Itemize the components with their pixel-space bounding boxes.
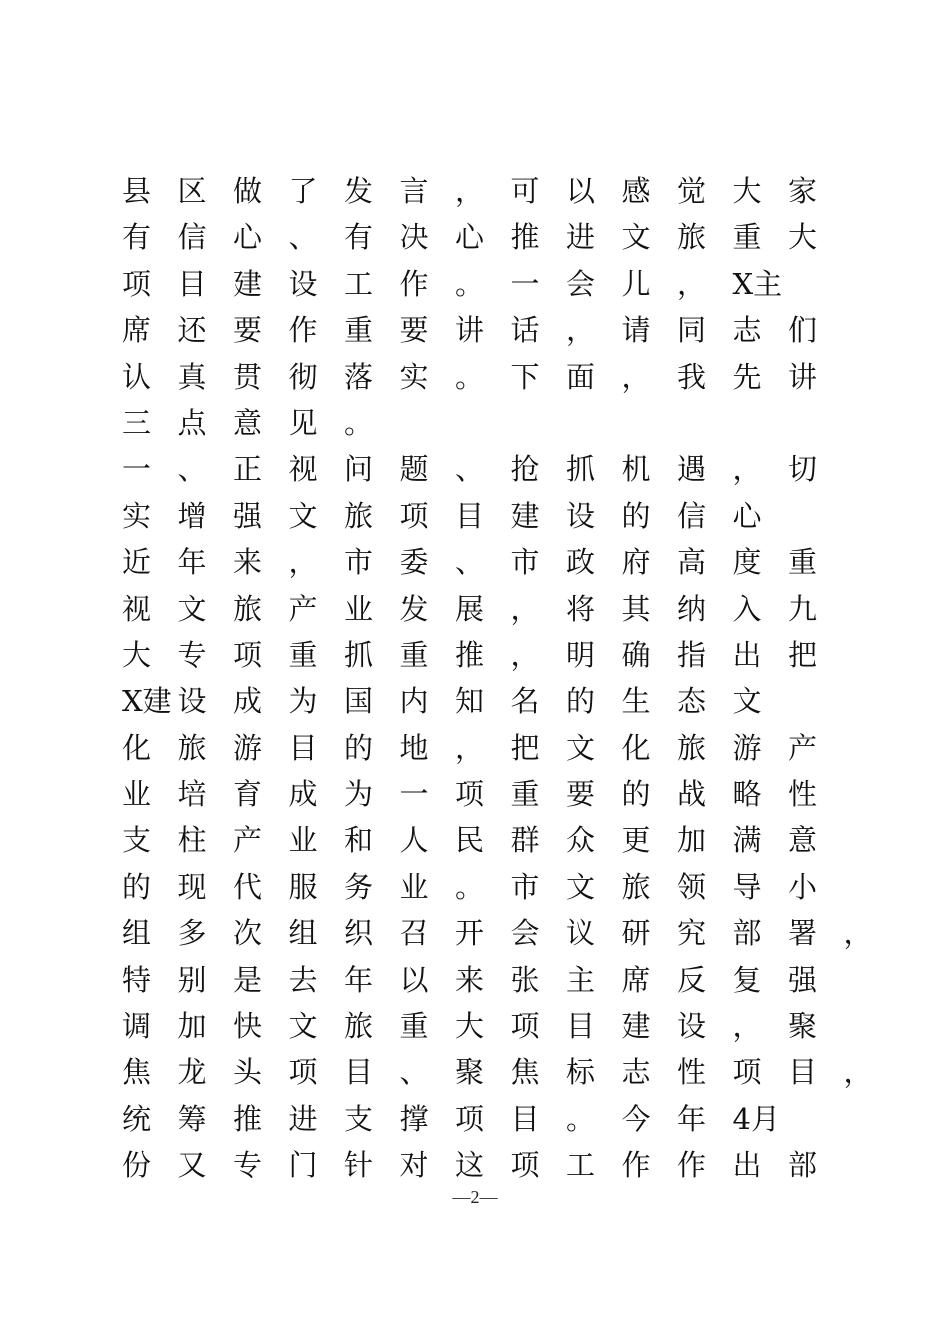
text-line: 县 区 做 了 发 言 ， 可 以 感 觉 大 家 xyxy=(122,174,818,208)
text-line: 大 专 项 重 抓 重 推 ， 明 确 指 出 把 xyxy=(122,637,818,672)
text-line: 统 筹 推 进 支 撑 项 目 。 今 年 4月 xyxy=(122,1101,780,1136)
text-line: 化 旅 游 目 的 地 ， 把 文 化 旅 游 产 xyxy=(122,730,818,765)
text-line: 份 又 专 门 针 对 这 项 工 作 作 出 部 xyxy=(122,1148,818,1183)
text-line: 组 多 次 组 织 召 开 会 议 研 究 部 署 ， xyxy=(122,916,873,951)
text-line: 认 真 贯 彻 落 实 。 下 面 ， 我 先 讲 xyxy=(122,359,818,394)
body-text xyxy=(122,168,873,1189)
text-line: 支 柱 产 业 和 人 民 群 众 更 加 满 意 xyxy=(122,823,818,858)
text-line: 特 别 是 去 年 以 来 张 主 席 反 复 强 xyxy=(122,962,818,997)
text-line: 视 文 旅 产 业 发 展 ， 将 其 纳 入 九 xyxy=(122,591,818,626)
text-line: 有 信 心 、 有 决 心 推 进 文 旅 重 大 xyxy=(122,220,818,255)
section-heading-line: 一 、 正 视 问 题 、 抢 抓 机 遇 ， 切 xyxy=(122,452,818,487)
text-line: 项 目 建 设 工 作 。 一 会 儿 ， X主 xyxy=(122,266,783,301)
text-line: 业 培 育 成 为 一 项 重 要 的 战 略 性 xyxy=(122,777,818,812)
text-line: X建 设 成 为 国 内 知 名 的 生 态 文 xyxy=(122,684,762,719)
text-line: 三 点 意 见 。 xyxy=(122,405,374,440)
text-line: 近 年 来 ， 市 委 、 市 政 府 高 度 重 xyxy=(122,545,818,580)
text-line: 的 现 代 服 务 业 。 市 文 旅 领 导 小 xyxy=(122,869,818,904)
text-line: 调 加 快 文 旅 重 大 项 目 建 设 ， 聚 xyxy=(122,1009,818,1044)
page-number: —2— xyxy=(452,1187,498,1207)
text-line: 席 还 要 作 重 要 讲 话 ， 请 同 志 们 xyxy=(122,313,818,348)
text-line: 焦 龙 头 项 目 、 聚 焦 标 志 性 项 目 ， xyxy=(122,1055,873,1090)
section-heading-line: 实 增 强 文 旅 项 目 建 设 的 信 心 xyxy=(122,498,762,533)
